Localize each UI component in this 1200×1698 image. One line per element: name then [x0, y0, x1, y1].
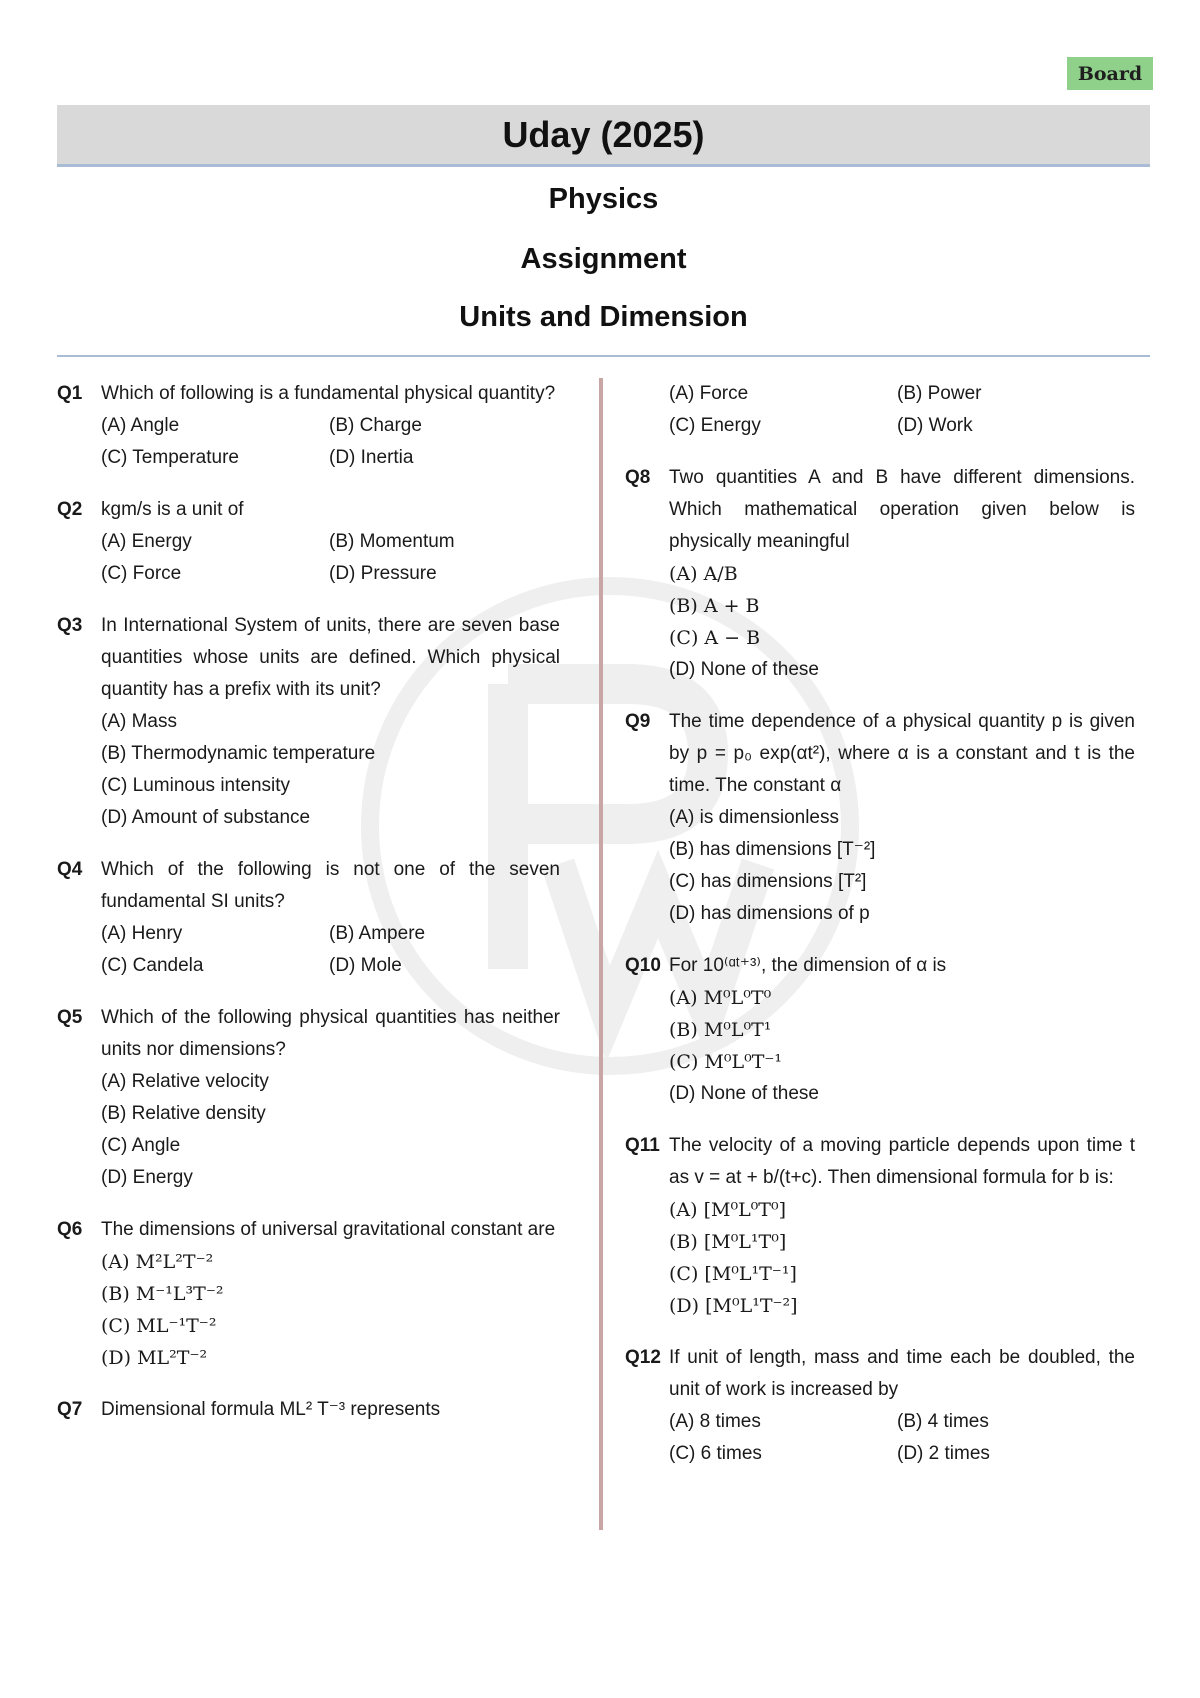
- option: (A) Relative velocity: [101, 1071, 269, 1092]
- option: (C) Luminous intensity: [101, 775, 291, 796]
- column-divider: [599, 378, 603, 1530]
- question-block: [625, 950, 1135, 1110]
- option: (C) A − B: [669, 627, 761, 649]
- question-text: If unit of length, mass and time each be doubled, the unit of work is increased by: [669, 1347, 1135, 1400]
- option: (B) Ampere: [329, 923, 426, 944]
- question-block: [625, 706, 1135, 930]
- option: (A) Angle: [101, 415, 180, 436]
- doc-type-heading: Assignment: [520, 243, 687, 275]
- question-text: For 10⁽ᵅᵗ⁺³⁾, the dimension of α is: [669, 955, 947, 976]
- question-text: kgm/s is a unit of: [101, 499, 244, 520]
- option: (B) A + B: [669, 595, 760, 617]
- option: (D) None of these: [669, 1083, 819, 1104]
- header-divider: [57, 355, 1150, 357]
- option: (D) Mole: [329, 955, 402, 976]
- option: (A) Mass: [101, 711, 177, 732]
- option: (B) M⁻¹L³T⁻²: [101, 1283, 224, 1305]
- option: (D) Energy: [101, 1167, 193, 1188]
- option: (B) 4 times: [897, 1411, 989, 1432]
- question-text: Dimensional formula ML² T⁻³ represents: [101, 1399, 441, 1420]
- option: (B) M⁰L⁰T¹: [669, 1019, 772, 1041]
- question-text: Which of the following physical quantities has neither units nor dimensions?: [101, 1007, 560, 1060]
- page-title: Uday (2025): [502, 113, 705, 155]
- question-block: [57, 1002, 560, 1194]
- option: (D) 2 times: [897, 1443, 990, 1464]
- question-block: [625, 1342, 1135, 1470]
- question-text: The dimensions of universal gravitational constant are: [101, 1219, 556, 1240]
- question-number: Q1: [57, 383, 83, 404]
- option: (C) ML⁻¹T⁻²: [101, 1315, 217, 1337]
- option: (D) Inertia: [329, 447, 414, 468]
- board-badge: Board: [1067, 57, 1153, 90]
- option: (B) Thermodynamic temperature: [101, 743, 376, 764]
- question-number: Q8: [625, 467, 651, 488]
- question-text: The time dependence of a physical quantity p is given by p = p₀ exp(αt²), where α is a constant and t is the time. The constant α: [669, 711, 1135, 796]
- question-number: Q5: [57, 1007, 83, 1028]
- option: (C) M⁰L⁰T⁻¹: [669, 1051, 783, 1073]
- question-block: [57, 1394, 560, 1426]
- title-bar: [57, 105, 1150, 167]
- question-text: In International System of units, there are seven base quantities whose units are defined. Which physical quantity has a prefix with its unit?: [101, 615, 560, 700]
- option: (A) [M⁰L⁰T⁰]: [669, 1199, 787, 1221]
- question-text: Which of the following is not one of the seven fundamental SI units?: [101, 859, 560, 912]
- option: (D) Work: [897, 415, 973, 436]
- left-column: [57, 378, 560, 1446]
- option: (C) [M⁰L¹T⁻¹]: [669, 1263, 797, 1285]
- option: (D) has dimensions of p: [669, 903, 870, 924]
- question-number: Q2: [57, 499, 83, 520]
- right-column: [625, 378, 1135, 1490]
- question-number: Q7: [57, 1399, 83, 1420]
- question-block: [625, 462, 1135, 686]
- option: (C) Candela: [101, 955, 204, 976]
- option: (B) [M⁰L¹T⁰]: [669, 1231, 787, 1253]
- option: (B) Charge: [329, 415, 422, 436]
- question-block: [57, 1214, 560, 1374]
- question-number: Q9: [625, 711, 651, 732]
- option: (B) Power: [897, 383, 982, 404]
- option: (C) Force: [101, 563, 182, 584]
- option: (A) Energy: [101, 531, 192, 552]
- option: (D) None of these: [669, 659, 819, 680]
- option: (A) Henry: [101, 923, 183, 944]
- question-block: [57, 494, 560, 590]
- option: (A) is dimensionless: [669, 807, 839, 828]
- option: (A) 8 times: [669, 1411, 761, 1432]
- chapter-heading: Units and Dimension: [459, 301, 748, 333]
- option: (D) Amount of substance: [101, 807, 311, 828]
- option: (C) Angle: [101, 1135, 181, 1156]
- question-number: Q6: [57, 1219, 83, 1240]
- option: (A) Force: [669, 383, 749, 404]
- option: (C) 6 times: [669, 1443, 762, 1464]
- option: (B) Momentum: [329, 531, 455, 552]
- question-number: Q10: [625, 955, 661, 976]
- question-text: Which of following is a fundamental physical quantity?: [101, 383, 556, 404]
- question-number: Q12: [625, 1347, 661, 1368]
- option: (C) Temperature: [101, 447, 239, 468]
- question-continuation: [625, 378, 1135, 442]
- option: (C) has dimensions [T²]: [669, 871, 867, 892]
- question-number: Q3: [57, 615, 83, 636]
- question-number: Q4: [57, 859, 83, 880]
- option: (C) Energy: [669, 415, 761, 436]
- option: (B) Relative density: [101, 1103, 266, 1124]
- option: (B) has dimensions [T⁻²]: [669, 839, 876, 860]
- question-text: Two quantities A and B have different dimensions. Which mathematical operation given below is physically meaningful: [669, 467, 1135, 552]
- option: (D) [M⁰L¹T⁻²]: [669, 1295, 798, 1317]
- question-block: [57, 610, 560, 834]
- question-block: [625, 1130, 1135, 1322]
- subject-heading: Physics: [548, 183, 659, 215]
- option: (A) M⁰L⁰T⁰: [669, 987, 772, 1009]
- option: (A) A/B: [669, 563, 738, 585]
- option: (D) ML²T⁻²: [101, 1347, 208, 1369]
- option: (A) M²L²T⁻²: [101, 1251, 214, 1273]
- question-number: Q11: [625, 1135, 660, 1156]
- option: (D) Pressure: [329, 563, 437, 584]
- question-block: [57, 854, 560, 982]
- question-block: [57, 378, 560, 474]
- question-text: The velocity of a moving particle depends upon time t as v = at + b/(t+c). Then dimensional formula for b is:: [669, 1135, 1135, 1188]
